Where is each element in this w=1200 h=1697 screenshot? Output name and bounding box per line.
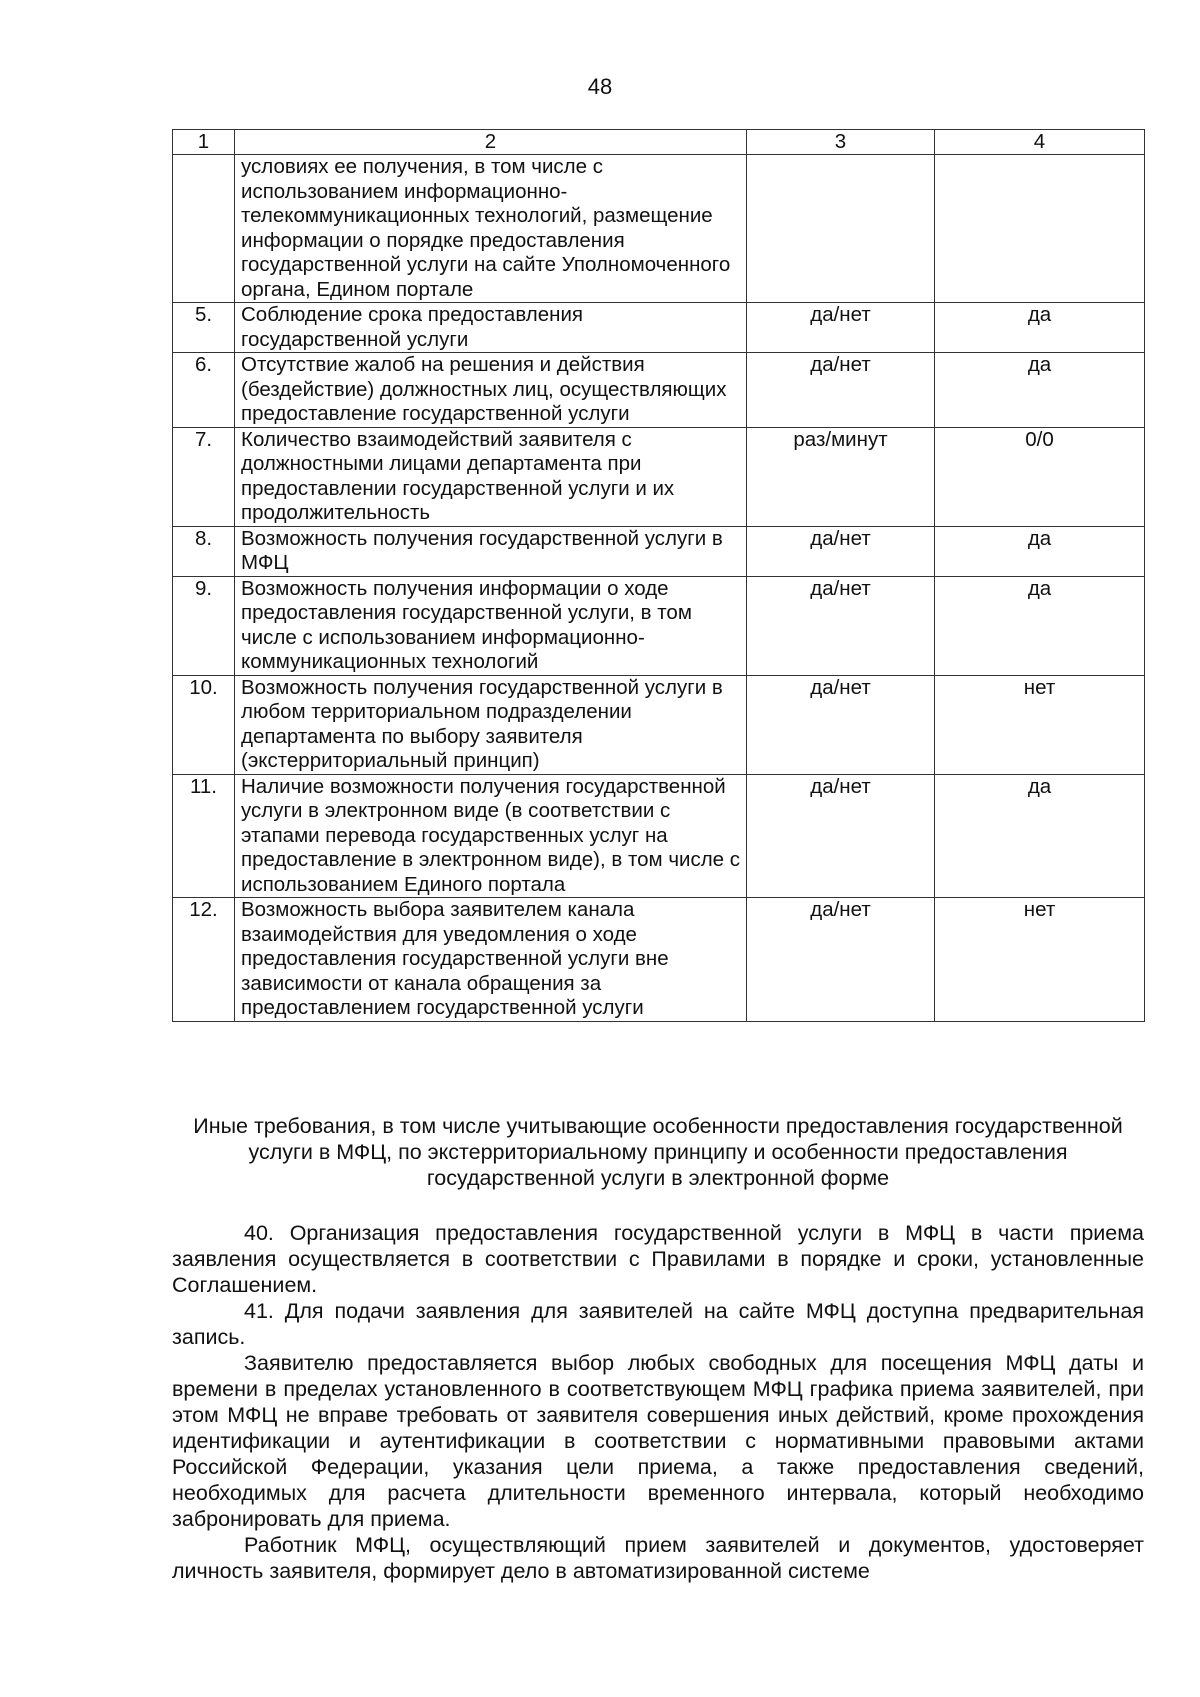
- unit-of-measure: да/нет: [747, 576, 935, 675]
- table-row: [173, 155, 1145, 303]
- indicator-name: Наличие возможности получения государственной услуги в электронном виде (в соответствии с этапами перевода государственных услуг на предоставление в электронном виде), в том числе с использованием Единого портала: [235, 774, 747, 898]
- normative-value: да: [935, 576, 1145, 675]
- normative-value: да: [935, 774, 1145, 898]
- unit-of-measure: да/нет: [747, 898, 935, 1022]
- indicator-name: Возможность выбора заявителем канала взаимодействия для уведомления о ходе предоставления государственной услуги вне зависимости от канала обращения за предоставлением государственной услуги: [235, 898, 747, 1022]
- paragraph: Работник МФЦ, осуществляющий прием заявителей и документов, удостоверяет личность заявителя, формирует дело в автоматизированной системе: [172, 1533, 1144, 1583]
- normative-value: [935, 155, 1145, 303]
- row-number: 10.: [173, 675, 235, 774]
- indicator-name: Соблюдение срока предоставления государственной услуги: [235, 303, 747, 353]
- row-number: 9.: [173, 576, 235, 675]
- body-text: [172, 1220, 1144, 1584]
- unit-of-measure: да/нет: [747, 675, 935, 774]
- normative-value: нет: [935, 675, 1145, 774]
- indicator-name: Возможность получения государственной услуги в любом территориальном подразделении департамента по выбору заявителя (экстерриториальный принцип): [235, 675, 747, 774]
- table-row: [173, 427, 1145, 526]
- indicator-name: Отсутствие жалоб на решения и действия (бездействие) должностных лиц, осуществляющих предоставление государственной услуги: [235, 353, 747, 428]
- table-row: [173, 303, 1145, 353]
- unit-of-measure: раз/минут: [747, 427, 935, 526]
- table-row: [173, 576, 1145, 675]
- table-row: [173, 526, 1145, 576]
- table-row: [173, 774, 1145, 898]
- indicator-name: Возможность получения государственной услуги в МФЦ: [235, 526, 747, 576]
- page-number: 48: [587, 74, 613, 99]
- unit-of-measure: [747, 155, 935, 303]
- column-header: 4: [935, 130, 1145, 155]
- unit-of-measure: да/нет: [747, 526, 935, 576]
- row-number: 6.: [173, 353, 235, 428]
- indicator-name: Количество взаимодействий заявителя с должностными лицами департамента при предоставлении государственной услуги и их продолжительность: [235, 427, 747, 526]
- paragraph: Заявителю предоставляется выбор любых свободных для посещения МФЦ даты и времени в пределах установленного в соответствующем МФЦ графика приема заявителей, при этом МФЦ не вправе требовать от заявителя совершения иных действий, кроме прохождения идентификации и аутентификации в соответствии с нормативными правовыми актами Российской Федерации, указания цели приема, а также предоставления сведений, необходимых для расчета длительности временного интервала, который необходимо забронировать для приема.: [172, 1351, 1144, 1531]
- normative-value: 0/0: [935, 427, 1145, 526]
- normative-value: да: [935, 303, 1145, 353]
- normative-value: да: [935, 353, 1145, 428]
- column-header: 3: [747, 130, 935, 155]
- table-row: [173, 675, 1145, 774]
- row-number: [173, 155, 235, 303]
- table-row: [173, 353, 1145, 428]
- indicator-name: Возможность получения информации о ходе предоставления государственной услуги, в том числе с использованием информационно-коммуникационных технологий: [235, 576, 747, 675]
- row-number: 7.: [173, 427, 235, 526]
- unit-of-measure: да/нет: [747, 353, 935, 428]
- row-number: 8.: [173, 526, 235, 576]
- table-header-row: [173, 130, 1145, 155]
- row-number: 12.: [173, 898, 235, 1022]
- unit-of-measure: да/нет: [747, 774, 935, 898]
- row-number: 5.: [173, 303, 235, 353]
- row-number: 11.: [173, 774, 235, 898]
- paragraph-41: 41. Для подачи заявления для заявителей на сайте МФЦ доступна предварительная запись.: [172, 1299, 1144, 1349]
- paragraph-40: 40. Организация предоставления государственной услуги в МФЦ в части приема заявления осуществляется в соответствии с Правилами в порядке и сроки, установленные Соглашением.: [172, 1221, 1144, 1297]
- normative-value: да: [935, 526, 1145, 576]
- indicator-name: условиях ее получения, в том числе с использованием информационно-телекоммуникационных технологий, размещение информации о порядке предоставления государственной услуги на сайте Уполномоченного органа, Едином портале: [235, 155, 747, 303]
- unit-of-measure: да/нет: [747, 303, 935, 353]
- section-heading: Иные требования, в том числе учитывающие особенности предоставления государственной услуги в МФЦ, по экстерриториальному принципу и особенности предоставления государственной услуги в электронной форме: [193, 1114, 1123, 1190]
- table-row: [173, 898, 1145, 1022]
- normative-value: нет: [935, 898, 1145, 1022]
- column-header: 1: [173, 130, 235, 155]
- indicators-table: [172, 129, 1145, 1022]
- column-header: 2: [235, 130, 747, 155]
